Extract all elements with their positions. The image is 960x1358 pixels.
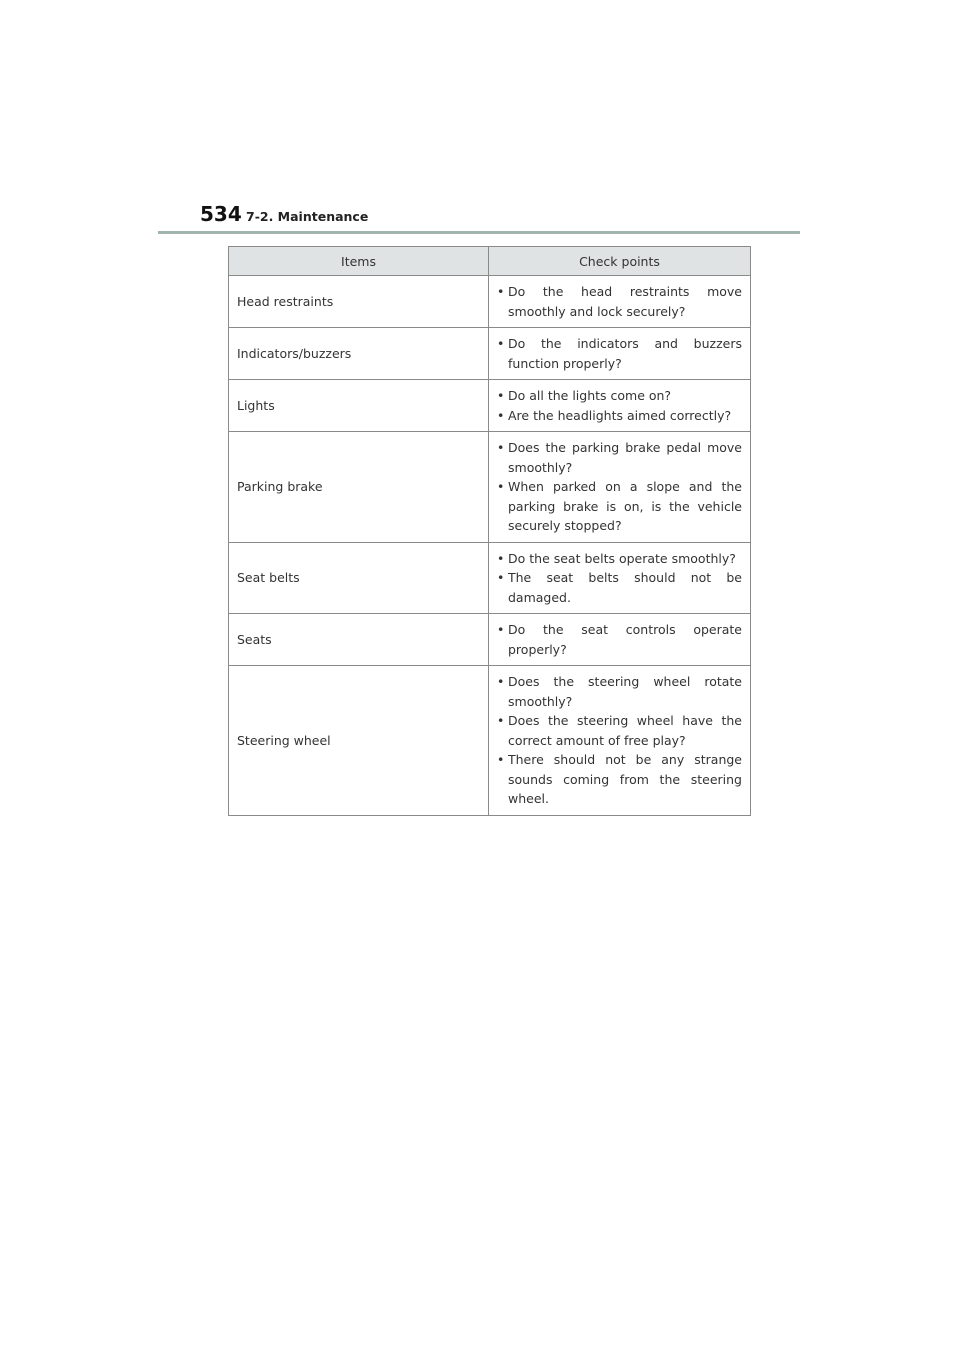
item-cell: Indicators/buzzers — [229, 328, 489, 380]
check-points-list — [497, 386, 742, 425]
check-point: • Do the indicators and buzzers function properly? — [497, 334, 742, 373]
check-points-list — [497, 620, 742, 659]
check-points-list — [497, 282, 742, 321]
table-row — [229, 666, 751, 816]
check-point: • When parked on a slope and the parking brake is on, is the vehicle securely stopped? — [497, 477, 742, 536]
check-points-cell — [489, 614, 751, 666]
section-title: 7-2. Maintenance — [246, 209, 369, 224]
column-header-items: Items — [229, 247, 489, 276]
item-cell: Parking brake — [229, 432, 489, 543]
page-number: 534 — [200, 202, 242, 226]
table-header-row — [229, 247, 751, 276]
check-point: • Do all the lights come on? — [497, 386, 742, 406]
check-points-list — [497, 334, 742, 373]
check-point: • The seat belts should not be damaged. — [497, 568, 742, 607]
table-row — [229, 328, 751, 380]
maintenance-check-table — [228, 246, 751, 816]
check-points-cell — [489, 328, 751, 380]
check-point: • Does the steering wheel have the correct amount of free play? — [497, 711, 742, 750]
table-row — [229, 542, 751, 614]
header-divider — [158, 231, 800, 234]
check-point: • Do the head restraints move smoothly and lock securely? — [497, 282, 742, 321]
page-header — [200, 200, 800, 234]
item-cell: Steering wheel — [229, 666, 489, 816]
check-points-list — [497, 549, 742, 608]
check-point: • Are the headlights aimed correctly? — [497, 406, 742, 426]
check-point: • Does the parking brake pedal move smoothly? — [497, 438, 742, 477]
table-row — [229, 276, 751, 328]
check-points-cell — [489, 666, 751, 816]
check-point: • Do the seat belts operate smoothly? — [497, 549, 742, 569]
check-points-cell — [489, 276, 751, 328]
check-points-cell — [489, 432, 751, 543]
check-points-cell — [489, 542, 751, 614]
table-row — [229, 614, 751, 666]
column-header-check-points: Check points — [489, 247, 751, 276]
check-point: • Does the steering wheel rotate smoothly? — [497, 672, 742, 711]
item-cell: Seat belts — [229, 542, 489, 614]
table-row — [229, 380, 751, 432]
check-point: • Do the seat controls operate properly? — [497, 620, 742, 659]
check-points-cell — [489, 380, 751, 432]
item-cell: Seats — [229, 614, 489, 666]
check-points-list — [497, 438, 742, 536]
check-point: • There should not be any strange sounds coming from the steering wheel. — [497, 750, 742, 809]
check-points-list — [497, 672, 742, 809]
item-cell: Head restraints — [229, 276, 489, 328]
item-cell: Lights — [229, 380, 489, 432]
table-row — [229, 432, 751, 543]
